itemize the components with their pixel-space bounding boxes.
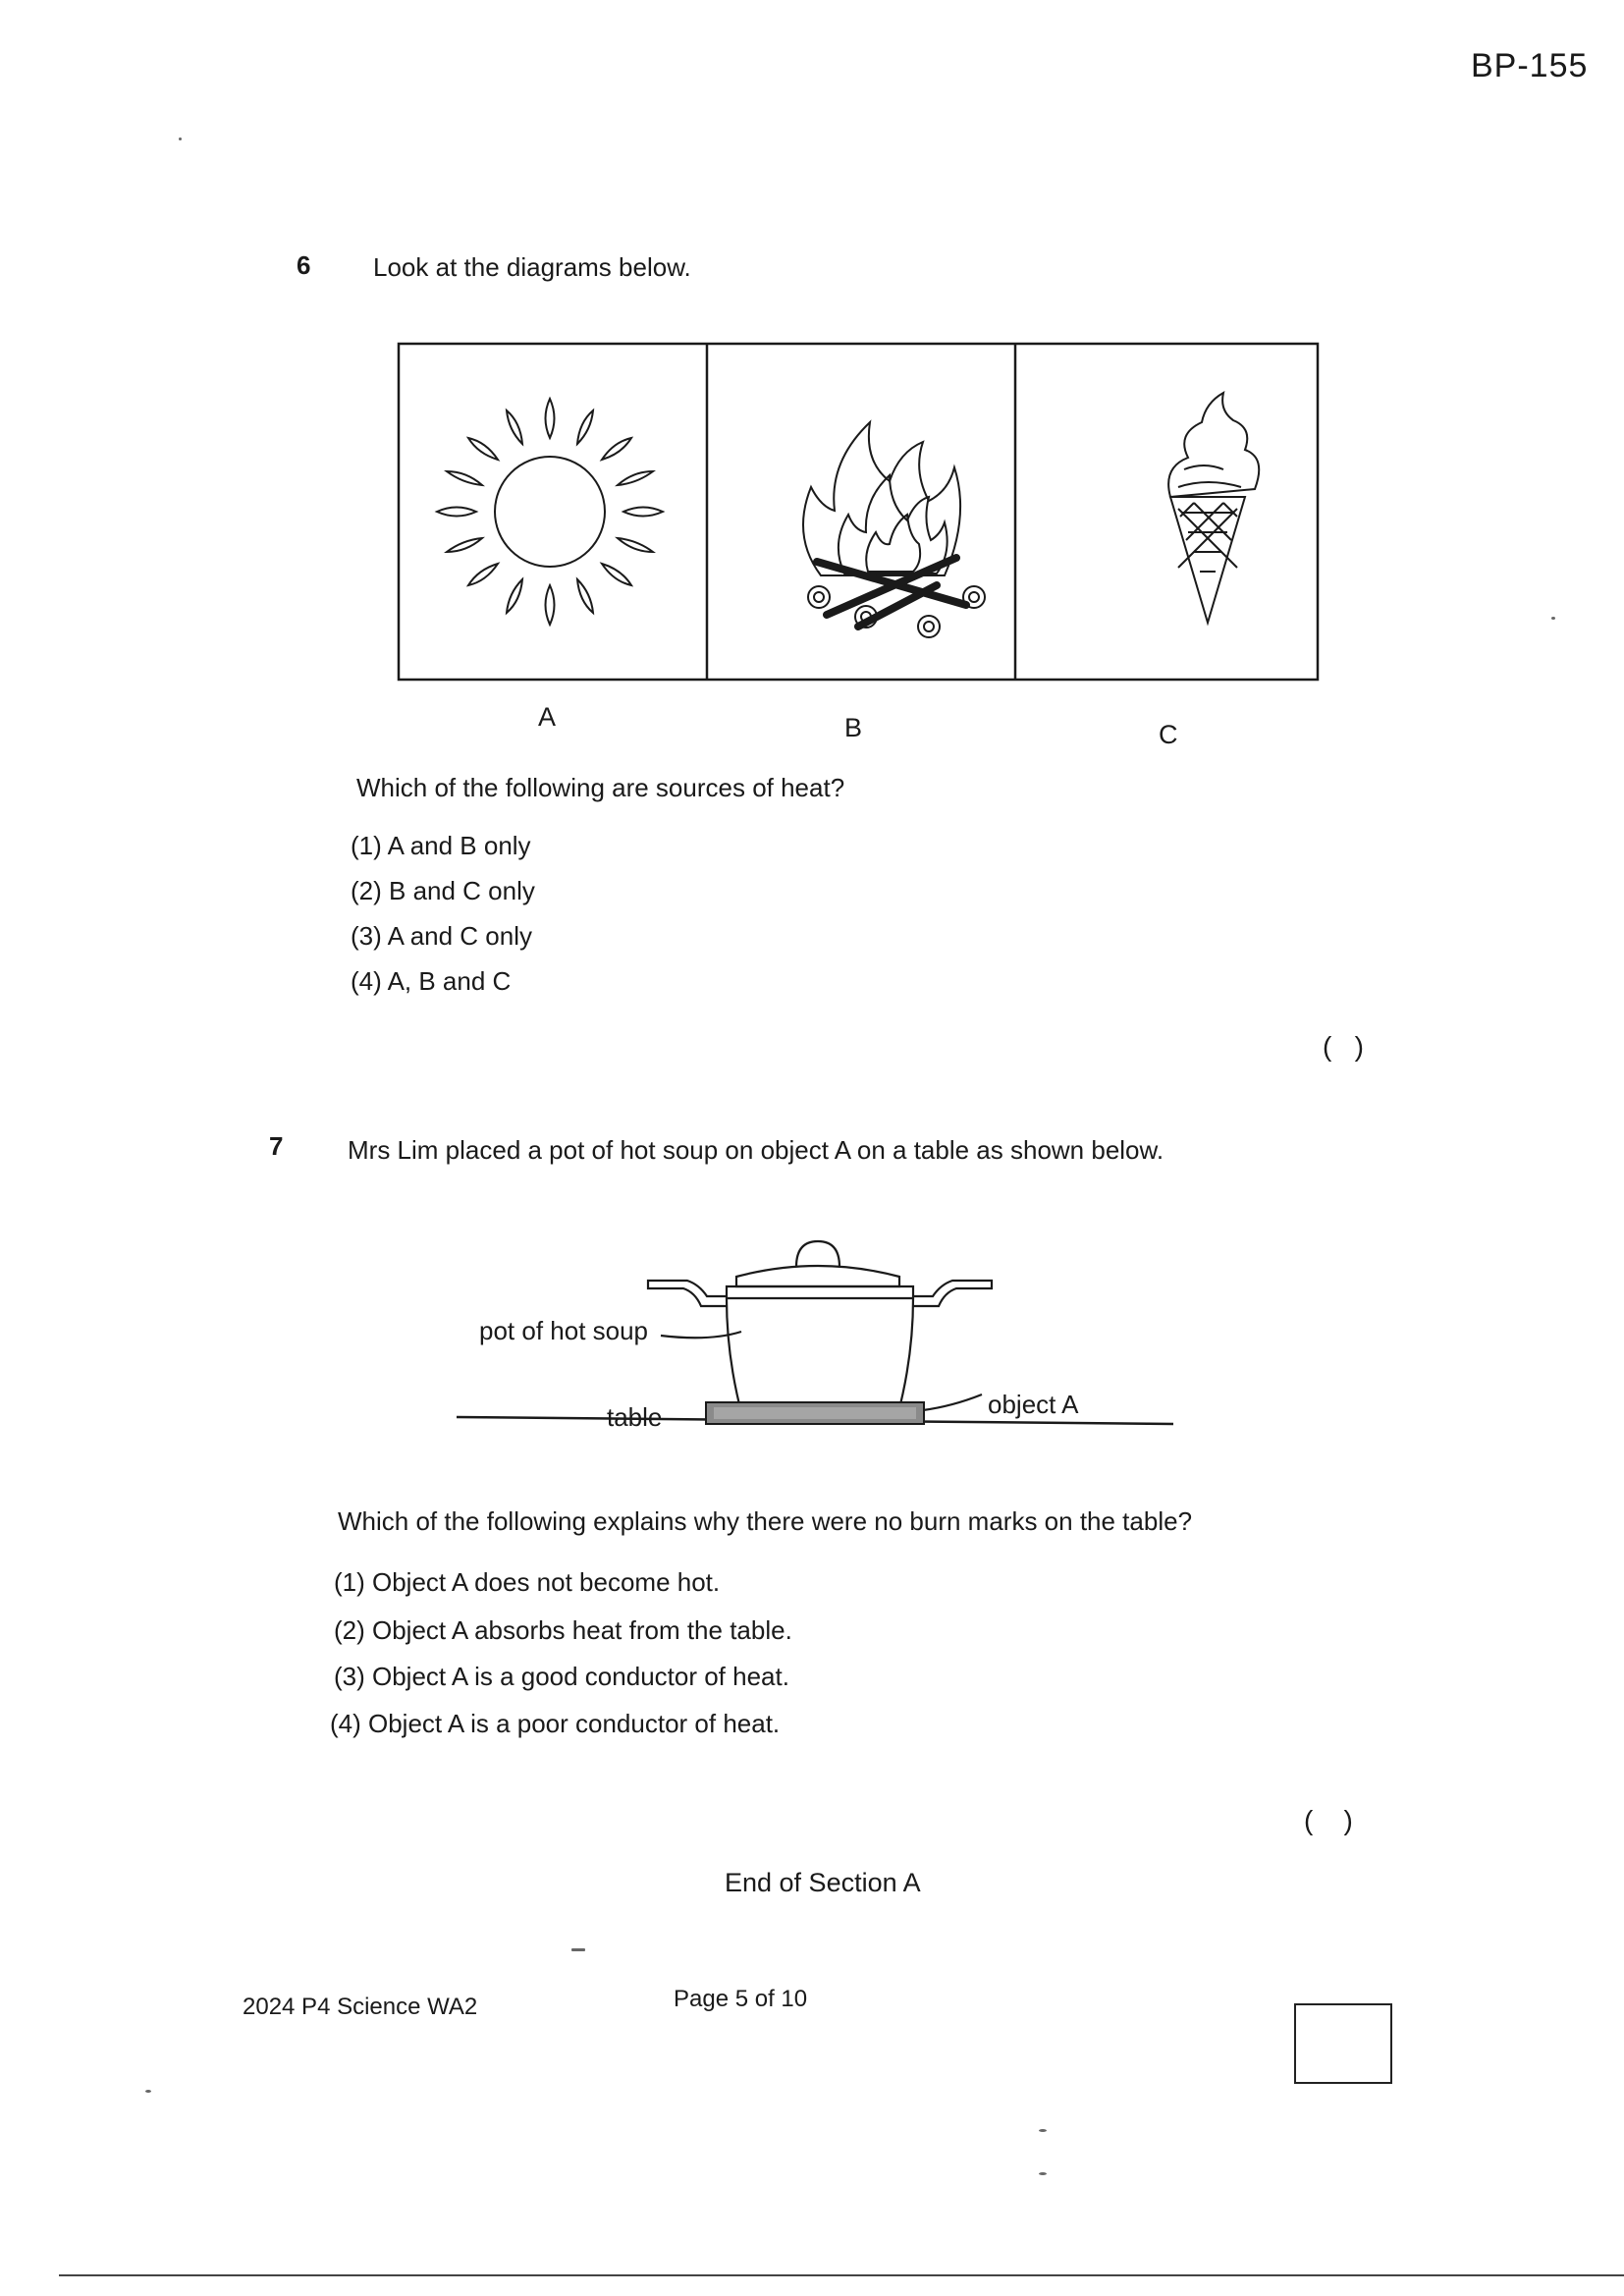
label-pot-of-hot-soup: pot of hot soup — [479, 1316, 649, 1345]
score-box[interactable] — [1294, 2003, 1392, 2084]
question-6-answer-bracket[interactable]: ( ) — [1323, 1031, 1364, 1062]
question-6-option-2: (2) B and C only — [351, 876, 535, 905]
page-code: BP-155 — [1471, 47, 1589, 84]
diagram-label-c: C — [1159, 720, 1178, 749]
scan-speck — [179, 137, 182, 140]
question-7-option-2: (2) Object A absorbs heat from the table. — [334, 1615, 792, 1645]
label-object-a: object A — [988, 1390, 1079, 1419]
question-6-diagrams — [387, 340, 1329, 693]
pot-handle-left — [648, 1281, 727, 1306]
scan-speck — [571, 1948, 585, 1951]
question-6-option-3: (3) A and C only — [351, 921, 532, 951]
scan-speck — [1039, 2172, 1047, 2175]
question-6-number: 6 — [297, 250, 311, 280]
question-7-text: Which of the following explains why there were no burn marks on the table? — [338, 1506, 1193, 1536]
question-6-prompt: Look at the diagrams below. — [373, 252, 691, 282]
pot-handle-right — [913, 1281, 992, 1306]
label-table: table — [607, 1402, 663, 1432]
diagram-panels — [387, 340, 1329, 693]
object-leader-line — [923, 1394, 982, 1410]
question-7-option-3: (3) Object A is a good conductor of heat. — [334, 1662, 789, 1691]
scan-speck — [145, 2090, 151, 2093]
section-end-label: End of Section A — [725, 1868, 921, 1897]
pot-lid — [736, 1266, 899, 1286]
sun-icon — [437, 399, 663, 625]
question-7-number: 7 — [269, 1131, 284, 1161]
question-6-option-4: (4) A, B and C — [351, 966, 512, 996]
question-7-option-1: (1) Object A does not become hot. — [334, 1567, 721, 1597]
footer-page-number: Page 5 of 10 — [674, 1986, 808, 2012]
question-7-prompt: Mrs Lim placed a pot of hot soup on object A on a table as shown below. — [348, 1135, 1164, 1165]
question-7-answer-bracket[interactable]: ( ) — [1304, 1805, 1353, 1835]
scan-speck — [1039, 2129, 1047, 2132]
footer-exam-title: 2024 P4 Science WA2 — [243, 1994, 478, 2020]
lid-knob — [796, 1241, 839, 1267]
question-6-option-1: (1) A and B only — [351, 831, 531, 860]
scan-speck — [1551, 617, 1555, 620]
diagram-label-b: B — [844, 713, 863, 742]
diagram-label-a: A — [538, 702, 557, 732]
question-7-option-4: (4) Object A is a poor conductor of heat. — [330, 1709, 781, 1738]
campfire-icon — [803, 422, 985, 637]
bottom-rule — [59, 2274, 1624, 2276]
ice-cream-icon — [1168, 393, 1259, 623]
pot-body — [727, 1286, 913, 1416]
question-6-text: Which of the following are sources of heat? — [356, 773, 845, 802]
